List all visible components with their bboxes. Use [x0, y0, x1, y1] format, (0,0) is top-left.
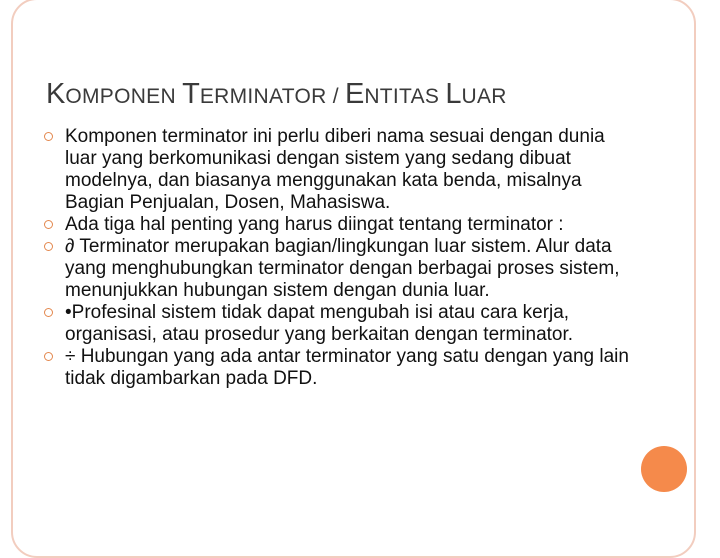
- title-part: ERMINATOR /: [199, 85, 345, 108]
- title-part: NTITAS: [364, 85, 446, 108]
- bullet-item: [44, 346, 634, 390]
- hollow-circle-icon: [44, 242, 53, 251]
- bullet-text: ∂ Terminator merupakan bagian/lingkungan luar sistem. Alur data yang menghubungkan terminator dengan berbagai proses sistem, menunjukkan hubungan sistem dengan dunia luar.: [65, 236, 620, 301]
- decorative-orange-circle: [641, 446, 687, 492]
- hollow-circle-icon: [44, 352, 53, 361]
- title-part: T: [182, 78, 200, 110]
- bullet-text: Komponen terminator ini perlu diberi nama sesuai dengan dunia luar yang berkomunikasi dengan sistem yang sedang dibuat modelnya, dan biasanya menggunakan kata benda, misalnya Bagian Penjualan, Dosen, Mahasiswa.: [65, 126, 605, 213]
- bullet-text: ÷ Hubungan yang ada antar terminator yang satu dengan yang lain tidak digambarkan pada DFD.: [65, 346, 629, 389]
- slide-title: [46, 76, 507, 109]
- bullet-item: [44, 214, 634, 236]
- title-part: UAR: [461, 85, 507, 108]
- title-part: E: [344, 78, 365, 110]
- bullet-item: [44, 236, 634, 302]
- hollow-circle-icon: [44, 220, 53, 229]
- title-part: K: [46, 78, 66, 110]
- bullet-item: [44, 126, 634, 214]
- title-part: L: [445, 78, 462, 110]
- bullet-list: [44, 126, 634, 390]
- hollow-circle-icon: [44, 132, 53, 141]
- bullet-text: •Profesinal sistem tidak dapat mengubah isi atau cara kerja, organisasi, atau prosedur yang berkaitan dengan terminator.: [65, 302, 574, 345]
- title-part: OMPONEN: [65, 85, 183, 108]
- bullet-text: Ada tiga hal penting yang harus diingat tentang terminator :: [65, 214, 564, 235]
- hollow-circle-icon: [44, 308, 53, 317]
- bullet-item: [44, 302, 634, 346]
